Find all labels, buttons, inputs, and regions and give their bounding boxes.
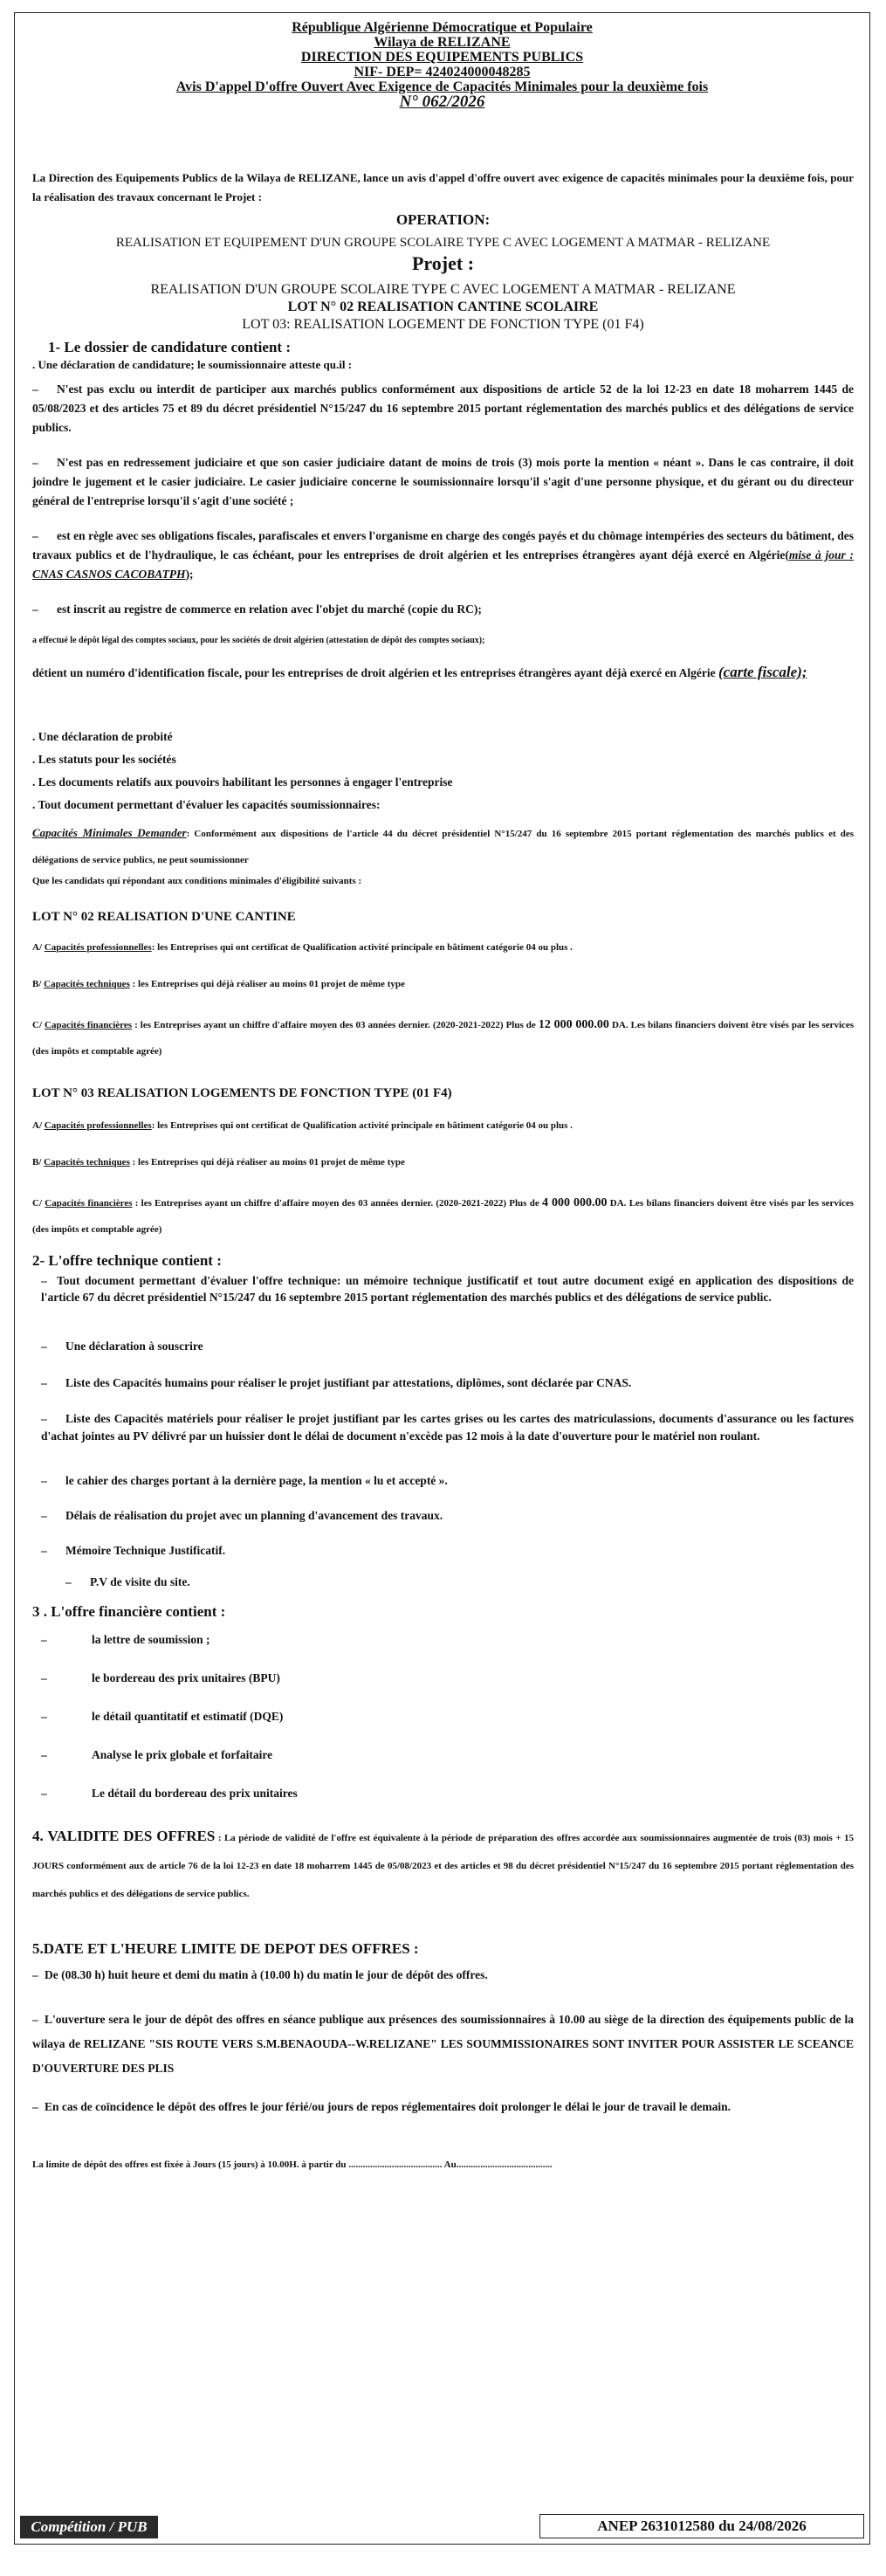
s3-item-5-text: Le détail du bordereau des prix unitaires xyxy=(92,1787,298,1800)
s2-item-2: – Une déclaration à souscrire xyxy=(41,1340,203,1353)
lot02-c-text: : les Entreprises ayant un chiffre d'affaire moyen des 03 années dernier. (2020-2021-2022) Plus de xyxy=(132,1020,536,1030)
s2-item-1-text: Tout document permettant d'évaluer l'offre technique: un mémoire technique justificatif et tout autre document exigé en application des dispositions de l'article 67 du décret présidentiel N°15/247 du 16 septembre 2015 portant réglementation des marchés publics et des délégations de service public. xyxy=(41,1274,854,1304)
lot03-criterion-c xyxy=(32,1190,854,1243)
header-direction: DIRECTION DES EQUIPEMENTS PUBLICS xyxy=(300,50,584,65)
s3-item-2-text: le bordereau des prix unitaires (BPU) xyxy=(92,1671,280,1684)
s1-doc-pouvoirs: . Les documents relatifs aux pouvoirs habilitant les personnes à engager l'entreprise xyxy=(32,775,453,789)
capacites-eligibility: Que les candidats qui répondant aux conditions minimales d'éligibilité suivants : xyxy=(32,876,362,886)
header-nif: NIF- DEP= 424024000048285 xyxy=(354,65,531,79)
header-republic: République Algérienne Démocratique et Populaire xyxy=(292,20,593,35)
s3-item-4: – Analyse le prix globale et forfaitaire xyxy=(41,1748,273,1761)
section1-title: 1- Le dossier de candidature contient : xyxy=(48,339,291,355)
s1-bullet-4-text: est inscrit au registre de commerce en relation avec l'objet du marché (copie du RC); xyxy=(57,603,482,616)
lot02-c-prefix: C/ xyxy=(32,1020,45,1030)
s1-bullet-6 xyxy=(32,663,854,683)
lot03-b-text: : les Entreprises qui déjà réaliser au moins 01 projet de même type xyxy=(129,1157,405,1167)
lot03-c-amount: 4 000 000.00 xyxy=(542,1196,608,1209)
lot03-heading: LOT 03: REALISATION LOGEMENT DE FONCTION TYPE (01 F4) xyxy=(242,317,644,332)
s2-item-3: – Liste des Capacités humains pour réaliser le projet justifiant par attestations, diplômes, sont déclarée par CNAS. xyxy=(41,1376,632,1389)
s5-item-3: – En cas de coïncidence le dépôt des offres le jour férié/ou jours de repos réglementaires doit prolonger le délai le jour de travail le demain. xyxy=(32,2100,731,2113)
s5-item-1-text: De (08.30 h) huit heure et demi du matin à (10.00 h) du matin le jour de dépôt des offres. xyxy=(45,1968,488,1981)
s2-item-4: – Liste des Capacités matériels pour réaliser le projet justifiant par les cartes grises ou les cartes des matriculassions, documents d'assurance ou les factures d'achat jointes au PV délivré par un huissier dont le délai de document n'excède pas 12 mois à la date d'ouverture pour le matériel non roulant. xyxy=(41,1412,854,1443)
section4-text: : La période de validité de l'offre est équivalente à la période de préparation des offres accordée aux soumissionnaires augmentée de trois (03) mois + 15 JOURS conformément aux de article 76 de la loi 12-23 en date 18 moharrem 1445 de 05/08/2023 et des articles et 98 du décret présidentiel N°15/247 du 16 septembre 2015 portant réglementation des marchés publics et des délégations de service publics. xyxy=(32,1833,854,1899)
operation-label: OPERATION: xyxy=(395,211,491,228)
lot02-a-prefix: A/ xyxy=(32,942,45,953)
lot02-b-prefix: B/ xyxy=(32,979,45,989)
announcement-page xyxy=(14,12,870,2545)
lot03-a-label: Capacités professionnelles xyxy=(44,1120,152,1131)
lot02-b-text: : les Entreprises qui déjà réaliser au moins 01 projet de même type xyxy=(129,979,405,989)
lot02-c-amount: 12 000 000.00 xyxy=(538,1018,609,1031)
s1-doc-statuts: . Les statuts pour les sociétés xyxy=(32,753,176,766)
lot02-a-text: : les Entreprises qui ont certificat de Qualification activité principale en bâtiment catégorie 04 ou plus . xyxy=(151,942,573,953)
header-avis-title: Avis D'appel D'offre Ouvert Avec Exigence de Capacités Minimales pour la deuxième fois xyxy=(175,79,709,94)
lot03-criterion-a xyxy=(32,1117,854,1134)
section4-paragraph xyxy=(32,1822,854,1908)
intro-paragraph: La Direction des Equipements Publics de la Wilaya de RELIZANE, lance un avis d'appel d'offre ouvert avec exigence de capacités minimales pour la deuxième fois, pour la réalisation des travaux concernant le Projet : xyxy=(32,171,854,203)
s1-bullet-5 xyxy=(32,631,854,651)
s3-item-3: – le détail quantitatif et estimatif (DQE) xyxy=(41,1710,284,1723)
s2-item-5: – le cahier des charges portant à la dernière page, la mention « lu et accepté ». xyxy=(41,1474,448,1487)
lot03-a-prefix: A/ xyxy=(32,1120,45,1131)
lot03-title: LOT N° 03 REALISATION LOGEMENTS DE FONCTION TYPE (01 F4) xyxy=(32,1086,452,1100)
s1-bullet-1: – N'est pas exclu ou interdit de participer aux marchés publics conformément aux dispositions de article 52 de la loi 12-23 en date 18 moharrem 1445 de 05/08/2023 et des articles 75 et 89 du décret présidentiel N°15/247 du 16 septembre 2015 portant réglementation des marchés publics et des délégations de service publics. xyxy=(32,382,854,434)
capacites-label: Capacités Minimales Demander xyxy=(32,826,187,839)
s1-doc-capacites: . Tout document permettant d'évaluer les capacités soumissionnaires: xyxy=(32,798,381,811)
projet-label: Projet : xyxy=(411,252,475,274)
lot03-c-prefix: C/ xyxy=(32,1198,45,1209)
s2-item-8-text: P.V de visite du site. xyxy=(90,1575,190,1588)
lot03-a-text: : les Entreprises qui ont certificat de Qualification activité principale en bâtiment catégorie 04 ou plus . xyxy=(151,1120,573,1131)
lot03-c-tail: DA. Les bilans financiers doivent être visés par les services (des impôts et comptable agrée) xyxy=(32,1198,855,1235)
anep-reference: ANEP 2631012580 du 24/08/2026 xyxy=(539,2514,864,2538)
lot03-c-label: Capacités financières xyxy=(45,1198,133,1209)
s2-item-5-text: le cahier des charges portant à la dernière page, la mention « lu et accepté ». xyxy=(65,1474,448,1487)
s2-item-6: – Délais de réalisation du projet avec un planning d'avancement des travaux. xyxy=(41,1509,443,1522)
s1-bullet-6-text: détient un numéro d'identification fiscale, pour les entreprises de droit algérien et les entreprises étrangères ayant déjà exercé en Algérie xyxy=(32,666,718,679)
s1-bullet-3-text: est en règle avec ses obligations fiscales, parafiscales et envers l'organisme en charge des congés payés et du chômage intempéries des secteurs du bâtiment, des travaux publics et de l'hydraulique, le cas échéant, pour les entreprises de droit algérien et les entreprises étrangères ayant déjà exercé en Algérie( xyxy=(32,529,854,561)
capacites-text: : Conformément aux dispositions de l'article 44 du décret présidentiel N°15/247 du 16 septembre 2015 portant réglementation des marchés publics et des délégations de service publics, ne peut soumissionner xyxy=(32,829,855,865)
lot02-c-tail: DA. Les bilans financiers doivent être visés par les services (des impôts et comptable agrée) xyxy=(32,1020,855,1057)
lot02-criterion-c xyxy=(32,1012,854,1064)
s5-item-1: – De (08.30 h) huit heure et demi du matin à (10.00 h) du matin le jour de dépôt des offres. xyxy=(32,1968,488,1981)
lot02-b-label: Capacités techniques xyxy=(44,979,130,989)
header-wilaya: Wilaya de RELIZANE xyxy=(374,35,511,50)
capacites-paragraph xyxy=(32,820,854,873)
s1-bullet-1-text: N'est pas exclu ou interdit de participer aux marchés publics conformément aux dispositions de article 52 de la loi 12-23 en date 18 moharrem 1445 de 05/08/2023 et des articles 75 et 89 du décret présidentiel N°15/247 du 16 septembre 2015 portant réglementation des marchés publics et des délégations de service publics. xyxy=(32,382,854,434)
projet-text: REALISATION D'UN GROUPE SCOLAIRE TYPE C AVEC LOGEMENT A MATMAR - RELIZANE xyxy=(150,282,736,297)
s3-item-3-text: le détail quantitatif et estimatif (DQE) xyxy=(92,1710,284,1723)
s3-item-4-text: Analyse le prix globale et forfaitaire xyxy=(92,1748,273,1761)
s1-bullet-2: – N'est pas en redressement judiciaire et que son casier judiciaire datant de moins de trois (3) mois porte la mention « néant ». Dans le cas contraire, il doit joindre le jugement et le casier judiciaire. Le casier judiciaire concerne le soumissionnaire lorsqu'il s'agit d'une personne physique, et du gérant ou du directeur général de l'entreprise lorsqu'il s'agit d'une société ; xyxy=(32,456,854,507)
competition-pub-tag: Compétition / PUB xyxy=(20,2516,158,2538)
s1-bullet-6-carte: (carte fiscale); xyxy=(718,664,807,680)
lot03-c-text: : les Entreprises ayant un chiffre d'affaire moyen des 03 années dernier. (2020-2021-2022) Plus de xyxy=(132,1198,539,1209)
s3-item-5: – Le détail du bordereau des prix unitaires xyxy=(41,1787,298,1800)
s5-item-3-text: En cas de coïncidence le dépôt des offres le jour férié/ou jours de repos réglementaires doit prolonger le délai le jour de travail le demain. xyxy=(45,2100,731,2113)
s2-item-3-text: Liste des Capacités humains pour réaliser le projet justifiant par attestations, diplômes, sont déclarée par CNAS. xyxy=(65,1376,632,1389)
s3-item-1: – la lettre de soumission ; xyxy=(41,1633,210,1646)
lot03-b-prefix: B/ xyxy=(32,1157,45,1167)
s1-bullet-3: – est en règle avec ses obligations fiscales, parafiscales et envers l'organisme en charge des congés payés et du chômage intempéries des secteurs du bâtiment, des travaux publics et de l'hydraulique, le cas échéant, pour les entreprises de droit algérien et les entreprises étrangères ayant déjà exercé en Algérie(mise à jour : CNAS CASNOS CACOBATPH); xyxy=(32,529,854,581)
lot02-criterion-a xyxy=(32,939,854,956)
lot02-title: LOT N° 02 REALISATION D'UNE CANTINE xyxy=(32,910,296,924)
s2-item-7-text: Mémoire Technique Justificatif. xyxy=(65,1544,226,1557)
s1-bullet-5-text: a effectué le dépôt légal des comptes sociaux, pour les sociétés de droit algérien (attestation de dépôt des comptes sociaux); xyxy=(32,636,485,645)
lot02-criterion-b xyxy=(32,975,854,993)
lot02-a-label: Capacités professionnelles xyxy=(44,942,152,953)
section2-title: 2- L'offre technique contient : xyxy=(32,1252,222,1269)
s3-item-1-text: la lettre de soumission ; xyxy=(92,1633,210,1646)
s2-item-2-text: Une déclaration à souscrire xyxy=(65,1340,203,1353)
s2-item-7: – Mémoire Technique Justificatif. xyxy=(41,1544,226,1557)
s5-deadline: La limite de dépôt des offres est fixée à Jours (15 jours) à 10.00H. à partir du ....................................... Au........................................ xyxy=(32,2159,553,2170)
s1-bullet-3-end: ); xyxy=(185,568,194,581)
section5-title: 5.DATE ET L'HEURE LIMITE DE DEPOT DES OFFRES : xyxy=(32,1940,419,1957)
s2-item-4-text: Liste des Capacités matériels pour réaliser le projet justifiant par les cartes grises ou les cartes des matriculassions, documents d'assurance ou les factures d'achat jointes au PV délivré par un huissier dont le délai de document n'excède pas 12 mois à la date d'ouverture pour le matériel non roulant. xyxy=(41,1412,854,1443)
header-avis-number: N° 062/2026 xyxy=(399,93,485,111)
operation-text: REALISATION ET EQUIPEMENT D'UN GROUPE SCOLAIRE TYPE C AVEC LOGEMENT A MATMAR - RELIZANE xyxy=(115,236,771,250)
s5-item-2-text: L'ouverture sera le jour de dépôt des offres en séance publique aux présences des soumissionnaires à 10.00 au siège de la direction des équipements public de la wilaya de RELIZANE "SIS ROUTE VERS S.M.BENAOUDA--W.RELIZANE" LES SOUMMISSIONAIRES SONT INVITER POUR ASSISTER LE SCEANCE D'OUVERTURE DES PLIS xyxy=(32,2013,854,2075)
section4-title: 4. VALIDITE DES OFFRES xyxy=(32,1828,216,1844)
s1-bullet-3-cnas: mise à jour : CNAS CASNOS CACOBATPH xyxy=(32,548,854,581)
s2-item-8: – P.V de visite du site. xyxy=(65,1575,190,1588)
lot03-b-label: Capacités techniques xyxy=(44,1157,130,1167)
section1-subtitle: . Une déclaration de candidature; le soumissionnaire atteste qu.il : xyxy=(32,358,353,371)
s1-doc-probite: . Une déclaration de probité xyxy=(32,730,173,743)
section3-title: 3 . L'offre financière contient : xyxy=(32,1603,226,1620)
s5-item-2: – L'ouverture sera le jour de dépôt des offres en séance publique aux présences des soumissionnaires à 10.00 au siège de la direction des équipements public de la wilaya de RELIZANE "SIS ROUTE VERS S.M.BENAOUDA--W.RELIZANE" LES SOUMMISSIONAIRES SONT INVITER POUR ASSISTER LE SCEANCE D'OUVERTURE DES PLIS xyxy=(32,2013,854,2075)
s3-item-2: – le bordereau des prix unitaires (BPU) xyxy=(41,1671,280,1684)
s1-bullet-2-text: N'est pas en redressement judiciaire et que son casier judiciaire datant de moins de trois (3) mois porte la mention « néant ». Dans le cas contraire, il doit joindre le jugement et le casier judiciaire. Le casier judiciaire concerne le soumissionnaire lorsqu'il s'agit d'une personne physique, et du gérant ou du directeur général de l'entreprise lorsqu'il s'agit d'une société ; xyxy=(32,456,854,507)
lot02-heading: LOT N° 02 REALISATION CANTINE SCOLAIRE xyxy=(287,300,599,314)
s2-item-6-text: Délais de réalisation du projet avec un planning d'avancement des travaux. xyxy=(65,1509,443,1522)
s2-item-1: – Tout document permettant d'évaluer l'offre technique: un mémoire technique justificatif et tout autre document exigé en application des dispositions de l'article 67 du décret présidentiel N°15/247 du 16 septembre 2015 portant réglementation des marchés publics et des délégations de service public. xyxy=(41,1274,854,1304)
lot03-criterion-b xyxy=(32,1154,854,1171)
header-block xyxy=(15,20,869,109)
s1-bullet-4: – est inscrit au registre de commerce en relation avec l'objet du marché (copie du RC); xyxy=(32,603,482,616)
lot02-c-label: Capacités financières xyxy=(45,1020,133,1030)
